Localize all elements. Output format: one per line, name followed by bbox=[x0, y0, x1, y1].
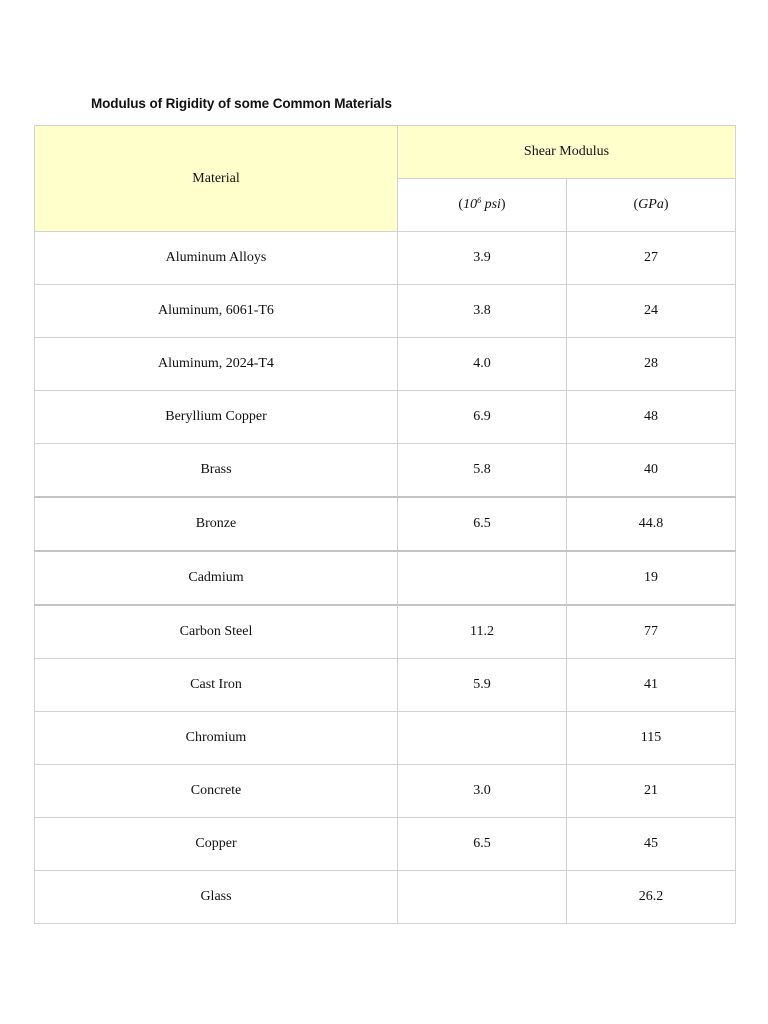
gpa-cell: 28 bbox=[567, 338, 736, 391]
material-cell: Aluminum, 2024-T4 bbox=[35, 338, 398, 391]
psi-cell: 3.9 bbox=[398, 232, 567, 285]
psi-cell bbox=[398, 551, 567, 605]
gpa-cell: 21 bbox=[567, 765, 736, 818]
gpa-unit-header: (GPa) bbox=[567, 179, 736, 232]
psi-cell: 6.5 bbox=[398, 818, 567, 871]
table-row bbox=[35, 497, 736, 551]
table-row bbox=[35, 391, 736, 444]
gpa-cell: 44.8 bbox=[567, 497, 736, 551]
psi-cell: 5.9 bbox=[398, 659, 567, 712]
material-cell: Copper bbox=[35, 818, 398, 871]
table-row bbox=[35, 551, 736, 605]
material-cell: Cadmium bbox=[35, 551, 398, 605]
gpa-cell: 48 bbox=[567, 391, 736, 444]
table-row bbox=[35, 871, 736, 924]
psi-cell: 3.8 bbox=[398, 285, 567, 338]
psi-cell: 11.2 bbox=[398, 605, 567, 659]
table-row bbox=[35, 605, 736, 659]
material-cell: Brass bbox=[35, 444, 398, 498]
material-cell: Aluminum, 6061-T6 bbox=[35, 285, 398, 338]
material-column-header: Material bbox=[35, 126, 398, 232]
psi-cell bbox=[398, 871, 567, 924]
material-cell: Chromium bbox=[35, 712, 398, 765]
table-row bbox=[35, 338, 736, 391]
gpa-cell: 26.2 bbox=[567, 871, 736, 924]
gpa-cell: 115 bbox=[567, 712, 736, 765]
gpa-cell: 24 bbox=[567, 285, 736, 338]
material-cell: Carbon Steel bbox=[35, 605, 398, 659]
gpa-cell: 41 bbox=[567, 659, 736, 712]
table-row bbox=[35, 444, 736, 498]
psi-cell: 3.0 bbox=[398, 765, 567, 818]
psi-cell bbox=[398, 712, 567, 765]
gpa-unit-label: GPa bbox=[638, 197, 664, 212]
table-body bbox=[35, 232, 736, 924]
page-title: Modulus of Rigidity of some Common Materials bbox=[91, 96, 392, 111]
material-cell: Beryllium Copper bbox=[35, 391, 398, 444]
material-cell: Aluminum Alloys bbox=[35, 232, 398, 285]
gpa-cell: 45 bbox=[567, 818, 736, 871]
gpa-cell: 27 bbox=[567, 232, 736, 285]
table-row bbox=[35, 232, 736, 285]
gpa-cell: 19 bbox=[567, 551, 736, 605]
table-row bbox=[35, 659, 736, 712]
material-cell: Concrete bbox=[35, 765, 398, 818]
table-row bbox=[35, 818, 736, 871]
table-row bbox=[35, 765, 736, 818]
psi-unit-header: ($10^6$ psi) bbox=[398, 179, 567, 232]
header-row bbox=[35, 126, 736, 179]
gpa-cell: 40 bbox=[567, 444, 736, 498]
rigidity-table bbox=[34, 125, 736, 924]
psi-cell: 6.9 bbox=[398, 391, 567, 444]
psi-cell: 6.5 bbox=[398, 497, 567, 551]
material-cell: Cast Iron bbox=[35, 659, 398, 712]
shear-modulus-header: Shear Modulus bbox=[398, 126, 736, 179]
gpa-cell: 77 bbox=[567, 605, 736, 659]
psi-cell: 5.8 bbox=[398, 444, 567, 498]
psi-unit-label: $10^6$ psi bbox=[463, 196, 501, 212]
material-cell: Glass bbox=[35, 871, 398, 924]
table-row bbox=[35, 285, 736, 338]
table-row bbox=[35, 712, 736, 765]
psi-cell: 4.0 bbox=[398, 338, 567, 391]
table-header bbox=[35, 126, 736, 232]
material-cell: Bronze bbox=[35, 497, 398, 551]
